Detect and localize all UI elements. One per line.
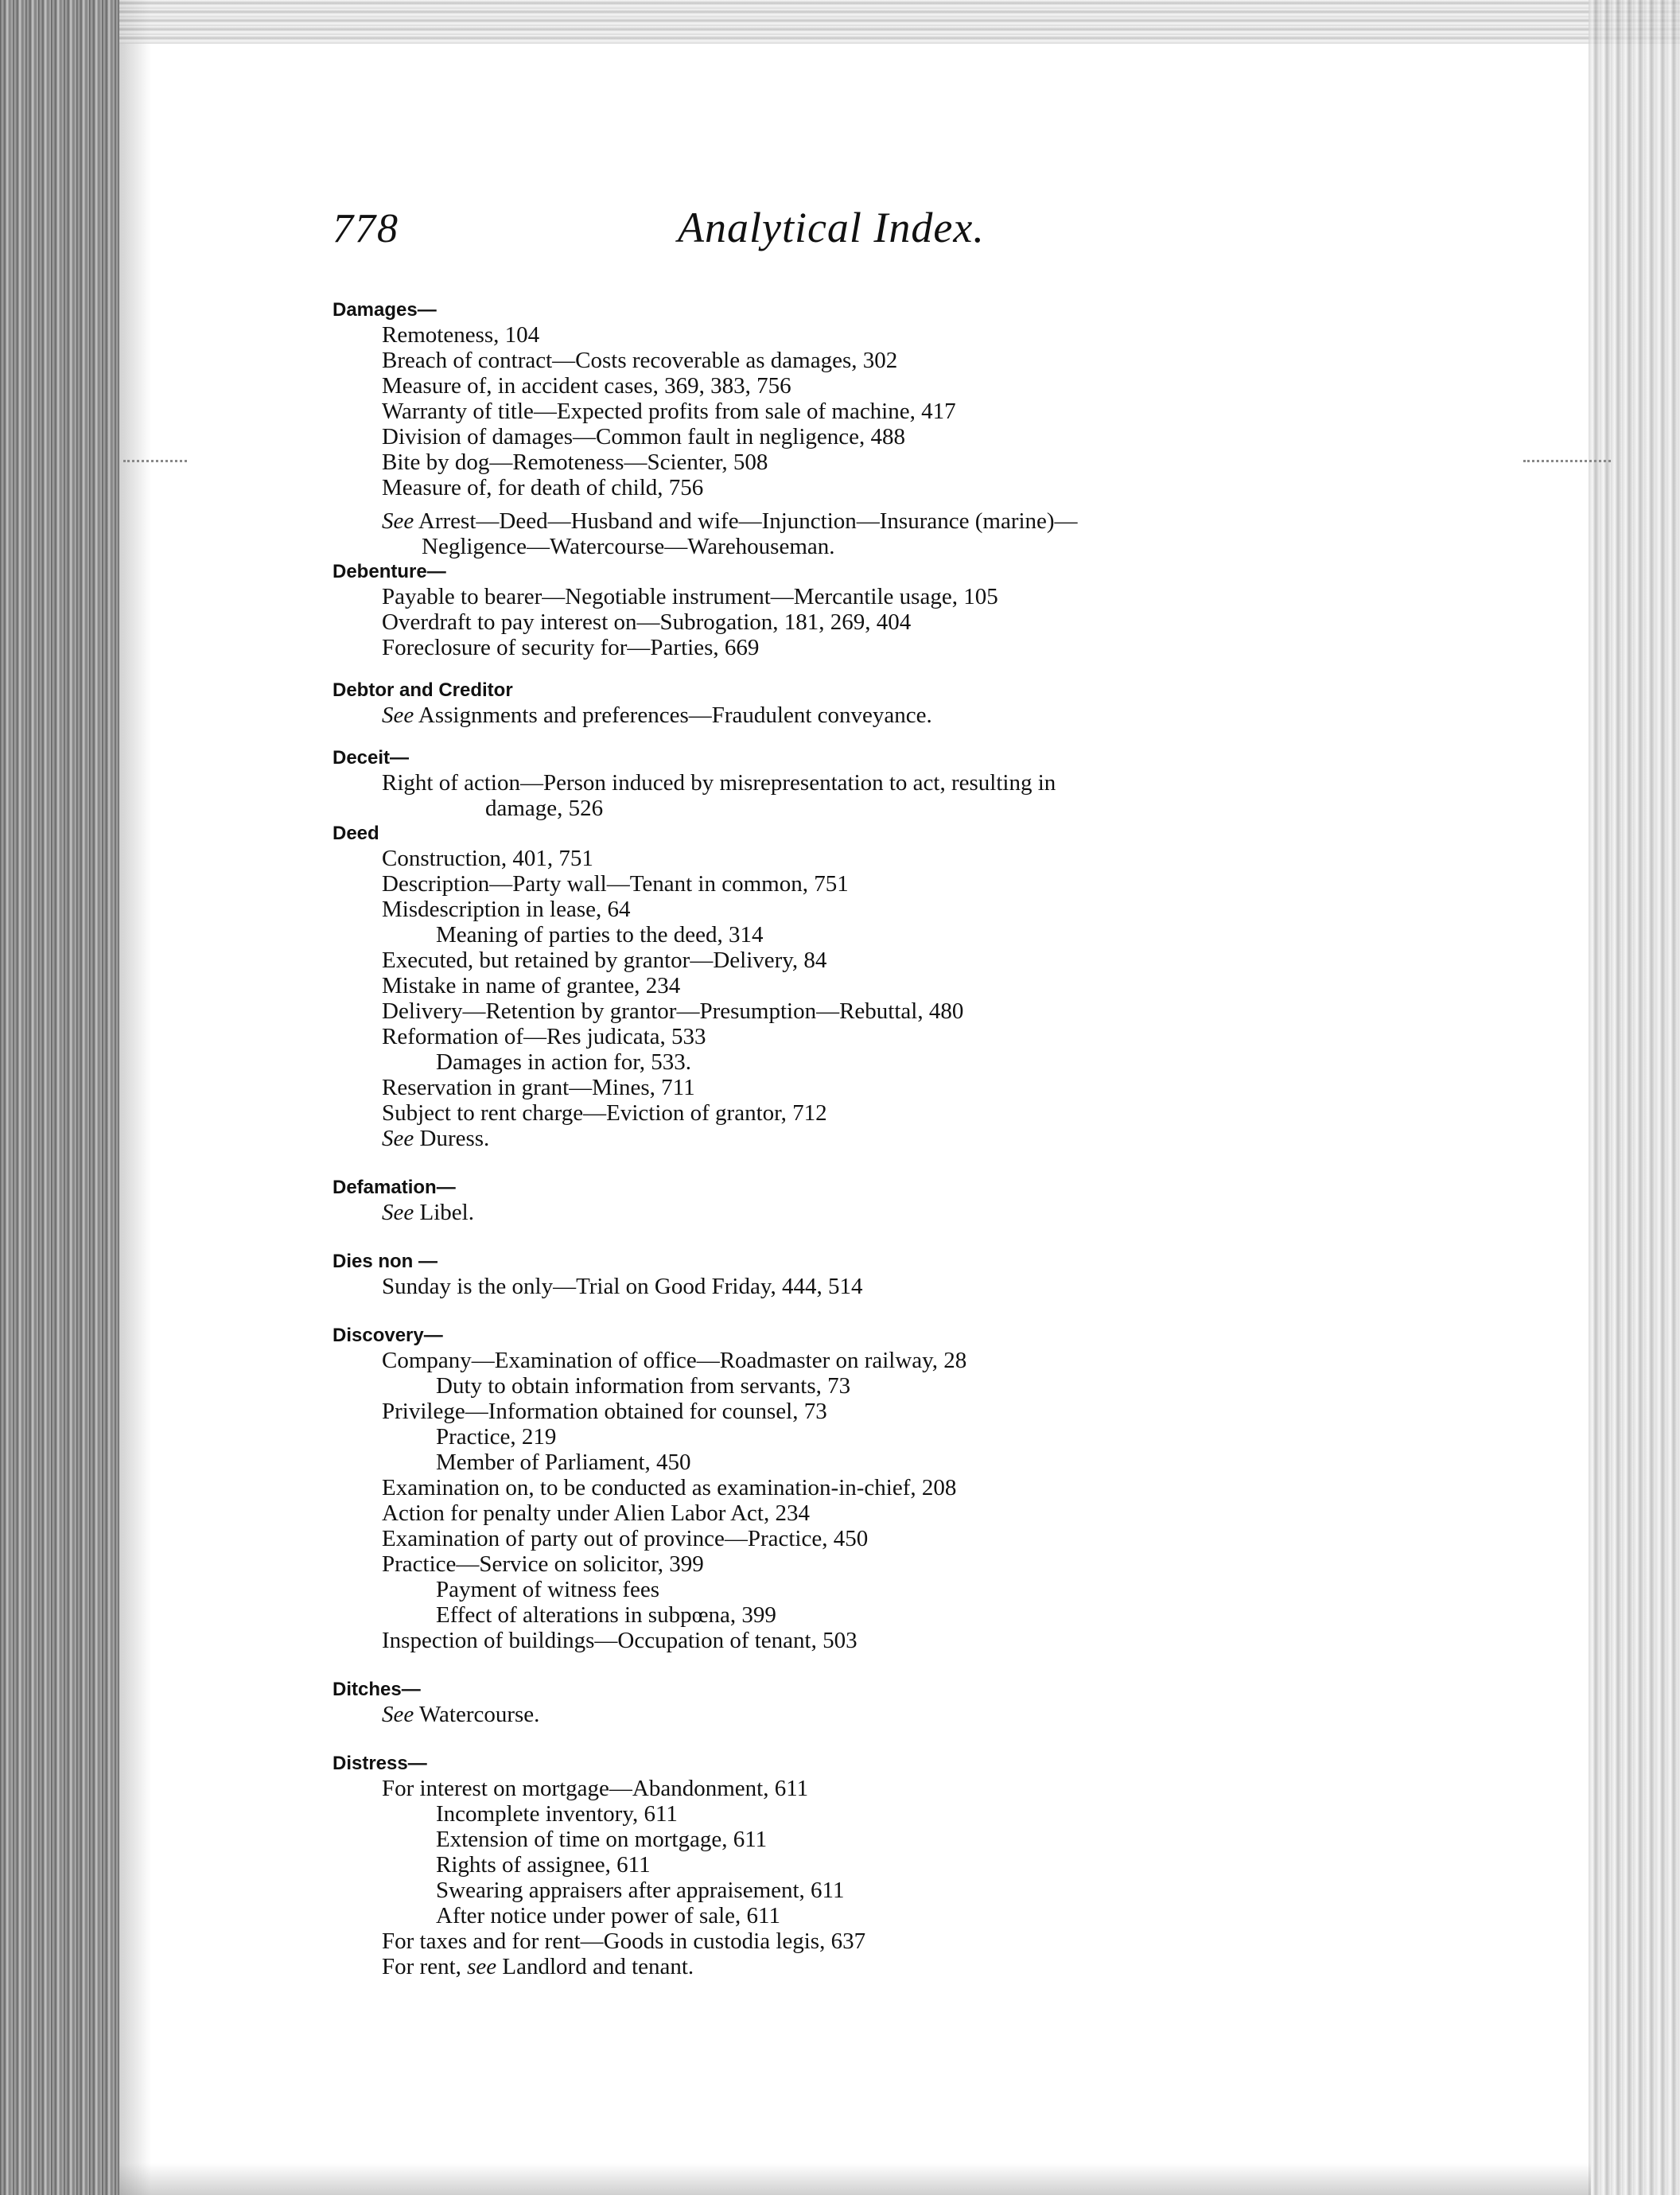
entry-line: Action for penalty under Alien Labor Act, 234 bbox=[382, 1500, 810, 1526]
entry-subline: Effect of alterations in subpœna, 399 bbox=[436, 1602, 776, 1628]
entry-subline: Rights of assignee, 611 bbox=[436, 1852, 651, 1878]
entry-line: Subject to rent charge—Eviction of grantor, 712 bbox=[382, 1100, 827, 1126]
entry-subline: Member of Parliament, 450 bbox=[436, 1450, 691, 1475]
see-label: See bbox=[382, 702, 414, 728]
see-label: See bbox=[382, 1200, 414, 1225]
scan-edge-left bbox=[0, 0, 119, 2195]
entry-subline: Extension of time on mortgage, 611 bbox=[436, 1827, 768, 1852]
entry-subline: Swearing appraisers after appraisement, 611 bbox=[436, 1878, 845, 1903]
entry-line: Inspection of buildings—Occupation of tenant, 503 bbox=[382, 1628, 858, 1653]
entry-subline: Payment of witness fees bbox=[436, 1577, 660, 1602]
cross-reference-text: Assignments and preferences—Fraudulent conveyance. bbox=[418, 702, 932, 728]
entry-line: Overdraft to pay interest on—Subrogation, 181, 269, 404 bbox=[382, 609, 912, 635]
entry-subline: Duty to obtain information from servants, 73 bbox=[436, 1373, 851, 1399]
index-body bbox=[332, 298, 1359, 1979]
cross-reference bbox=[332, 1702, 1359, 1727]
entry-heading: Discovery— bbox=[332, 1325, 443, 1346]
entry-line: Division of damages—Common fault in negligence, 488 bbox=[382, 424, 906, 450]
cross-reference bbox=[332, 1954, 1359, 1979]
see-label: See bbox=[382, 1702, 414, 1727]
entry-line: Executed, but retained by grantor—Delivery, 84 bbox=[382, 948, 827, 973]
page-number: 778 bbox=[332, 206, 399, 251]
entry-subline: Incomplete inventory, 611 bbox=[436, 1801, 678, 1827]
entry-line: Delivery—Retention by grantor—Presumption—Rebuttal, 480 bbox=[382, 998, 964, 1024]
entry-line: Foreclosure of security for—Parties, 669 bbox=[382, 635, 760, 660]
entry-line: Privilege—Information obtained for counsel, 73 bbox=[382, 1399, 827, 1424]
cross-reference-text: Watercourse. bbox=[418, 1702, 540, 1727]
entry-subline: After notice under power of sale, 611 bbox=[436, 1903, 780, 1928]
entry-heading: Defamation— bbox=[332, 1177, 456, 1198]
entry-heading: Dies non — bbox=[332, 1251, 438, 1272]
entry-line: Company—Examination of office—Roadmaster on railway, 28 bbox=[382, 1348, 967, 1373]
index-entry-deceit bbox=[332, 745, 1359, 821]
entry-heading: Deed bbox=[332, 823, 379, 844]
entry-heading: Distress— bbox=[332, 1753, 427, 1774]
margin-dash-left bbox=[123, 460, 187, 462]
cross-reference-text: Landlord and tenant. bbox=[502, 1954, 694, 1979]
entry-line: For interest on mortgage—Abandonment, 611 bbox=[382, 1776, 809, 1801]
cross-reference bbox=[332, 1200, 1359, 1225]
entry-line: Right of action—Person induced by misrepresentation to act, resulting in bbox=[382, 770, 1056, 796]
entry-line: Remoteness, 104 bbox=[382, 322, 540, 348]
running-head: Analytical Index. bbox=[678, 204, 985, 251]
entry-line: Reservation in grant—Mines, 711 bbox=[382, 1075, 695, 1100]
entry-heading: Ditches— bbox=[332, 1679, 421, 1700]
entry-line: For taxes and for rent—Goods in custodia legis, 637 bbox=[382, 1928, 866, 1954]
cross-reference-text: Libel. bbox=[419, 1200, 474, 1225]
entry-line: Breach of contract—Costs recoverable as damages, 302 bbox=[382, 348, 898, 373]
entry-line: Warranty of title—Expected profits from sale of machine, 417 bbox=[382, 399, 956, 424]
entry-line: Misdescription in lease, 64 bbox=[382, 897, 631, 922]
entry-heading: Debtor and Creditor bbox=[332, 679, 513, 701]
see-label: See bbox=[382, 1126, 414, 1151]
entry-line: Bite by dog—Remoteness—Scienter, 508 bbox=[382, 450, 768, 475]
entry-line: Measure of, in accident cases, 369, 383, 756 bbox=[382, 373, 791, 399]
see-label: See bbox=[382, 508, 414, 534]
index-entry-discovery bbox=[332, 1323, 1359, 1653]
entry-line: Mistake in name of grantee, 234 bbox=[382, 973, 681, 998]
entry-line: Reformation of—Res judicata, 533 bbox=[382, 1024, 706, 1049]
cross-reference-continuation: Negligence—Watercourse—Warehouseman. bbox=[422, 534, 835, 559]
cross-reference bbox=[332, 702, 1359, 728]
entry-heading: Damages— bbox=[332, 299, 437, 321]
cross-reference bbox=[332, 508, 1359, 534]
index-entry-distress bbox=[332, 1751, 1359, 1979]
see-label: see bbox=[467, 1954, 497, 1979]
scan-edge-right bbox=[1589, 0, 1680, 2195]
entry-line: Examination on, to be conducted as examination-in-chief, 208 bbox=[382, 1475, 957, 1500]
index-entry-ditches bbox=[332, 1677, 1359, 1727]
scan-edge-bottom bbox=[119, 2163, 1591, 2195]
index-entry-dies-non bbox=[332, 1249, 1359, 1299]
entry-line-continuation: damage, 526 bbox=[485, 796, 604, 821]
cross-reference-text: Duress. bbox=[419, 1126, 490, 1151]
margin-dash-right bbox=[1523, 460, 1611, 462]
entry-subline: Damages in action for, 533. bbox=[436, 1049, 691, 1075]
entry-line: Construction, 401, 751 bbox=[382, 846, 593, 871]
index-entry-damages bbox=[332, 298, 1359, 559]
index-entry-debenture bbox=[332, 559, 1359, 660]
entry-heading: Debenture— bbox=[332, 561, 446, 582]
index-entry-deed bbox=[332, 821, 1359, 1151]
entry-heading: Deceit— bbox=[332, 747, 410, 769]
entry-subline: Practice, 219 bbox=[436, 1424, 557, 1450]
cross-reference-text: Arrest—Deed—Husband and wife—Injunction—Insurance (marine)— bbox=[418, 508, 1078, 534]
entry-line: Description—Party wall—Tenant in common, 751 bbox=[382, 871, 849, 897]
index-entry-defamation bbox=[332, 1175, 1359, 1225]
index-entry-debtor-and-creditor bbox=[332, 678, 1359, 728]
cross-reference bbox=[332, 1126, 1359, 1151]
entry-subline: Meaning of parties to the deed, 314 bbox=[436, 922, 764, 948]
entry-line: Examination of party out of province—Practice, 450 bbox=[382, 1526, 869, 1551]
entry-line: Measure of, for death of child, 756 bbox=[382, 475, 704, 500]
scan-edge-top bbox=[119, 0, 1680, 44]
entry-line: Payable to bearer—Negotiable instrument—Mercantile usage, 105 bbox=[382, 584, 998, 609]
entry-line: Sunday is the only—Trial on Good Friday, 444, 514 bbox=[382, 1274, 863, 1299]
entry-line-prefix: For rent, bbox=[382, 1954, 461, 1979]
entry-line: Practice—Service on solicitor, 399 bbox=[382, 1551, 704, 1577]
